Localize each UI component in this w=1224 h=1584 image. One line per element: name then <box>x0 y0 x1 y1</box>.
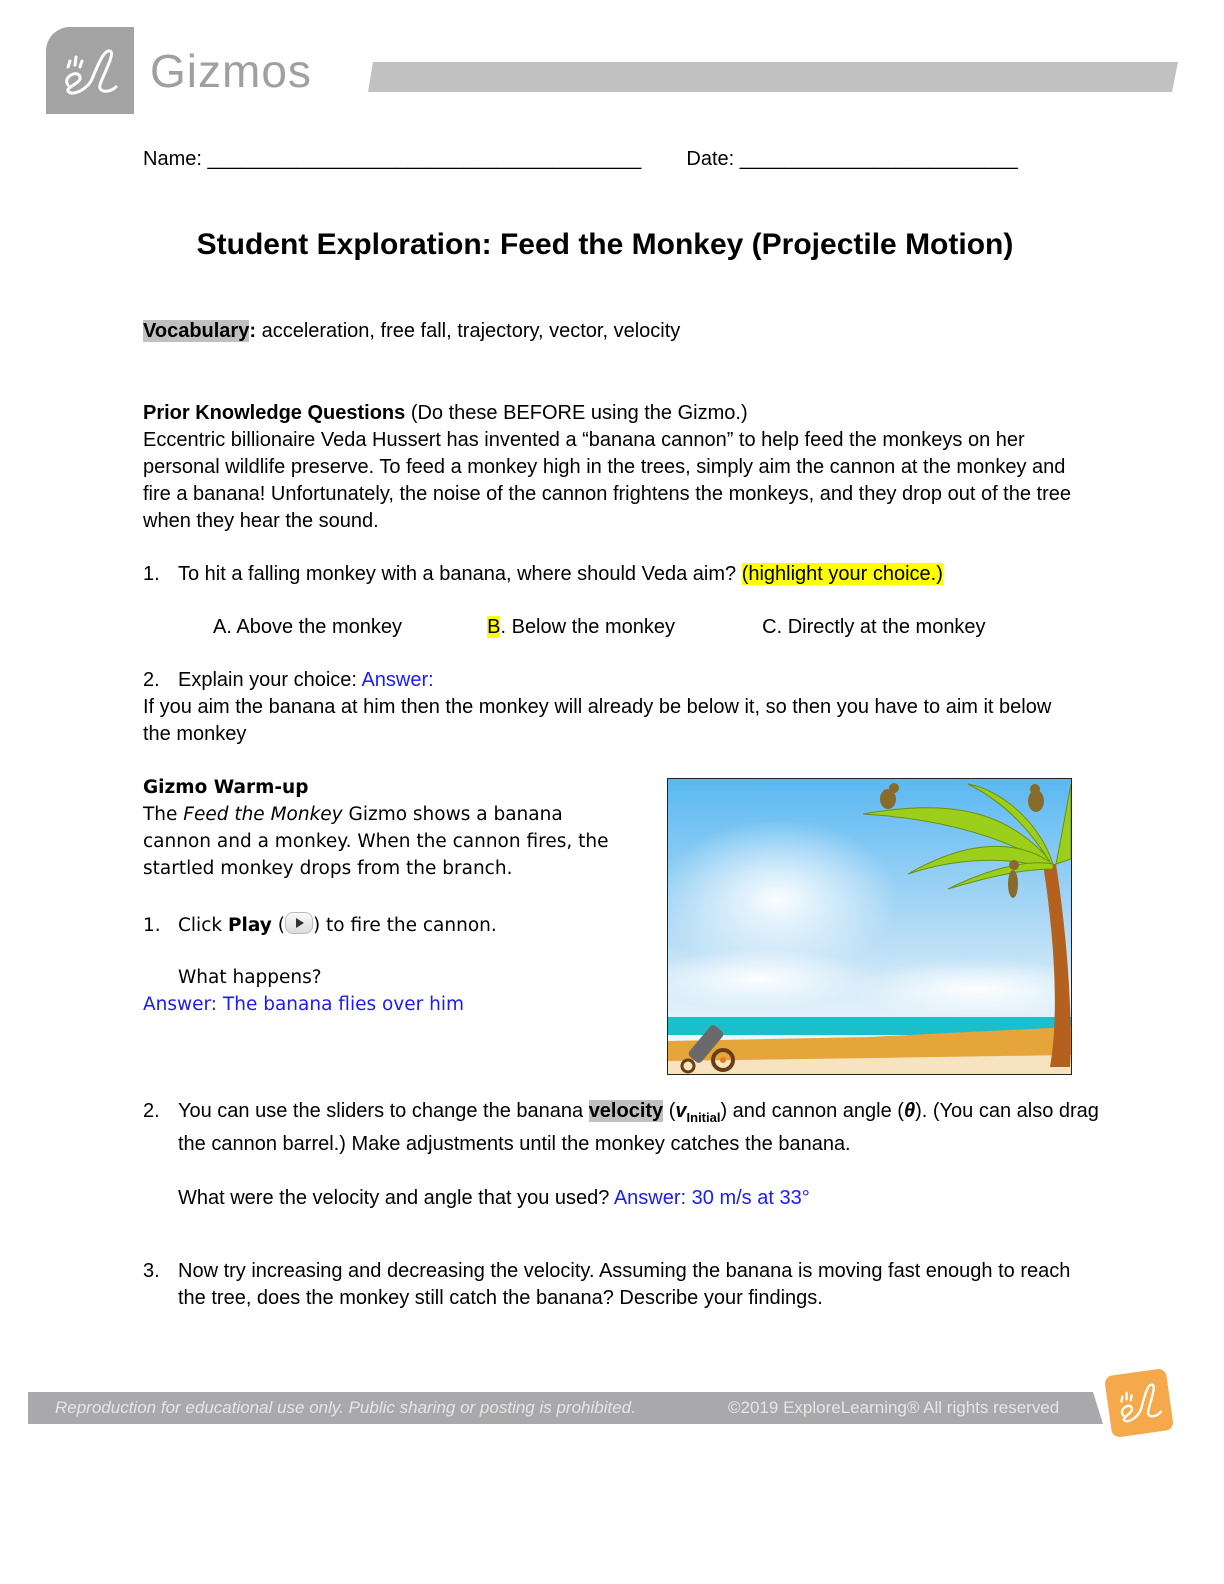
warmup-heading: Gizmo Warm-up <box>143 777 309 798</box>
vocabulary <box>143 318 680 345</box>
question-text: Click <box>178 915 228 936</box>
warmup-answer-2[interactable]: Answer: 30 m/s at 33° <box>613 1187 810 1209</box>
play-label: Play <box>227 915 272 936</box>
highlight-instruction: (highlight your choice.) <box>741 563 943 585</box>
choice-text: . Above the monkey <box>226 616 403 638</box>
question-number: 2. <box>143 669 160 691</box>
gizmo-name: Feed the Monkey <box>183 804 343 825</box>
el-logo-icon <box>58 47 122 97</box>
name-label: Name: <box>143 148 202 170</box>
warmup-section <box>143 774 613 1018</box>
prior-knowledge-note: (Do these BEFORE using the Gizmo.) <box>405 402 748 424</box>
vocabulary-colon: : <box>249 320 257 342</box>
warmup-prompt: What happens? <box>178 967 322 988</box>
answer-choices <box>213 614 986 641</box>
play-icon <box>285 912 313 934</box>
vocabulary-label: Vocabulary <box>143 320 250 342</box>
explorelearning-logo <box>46 27 134 114</box>
answer-text[interactable]: If you aim the banana at him then the monkey will already be below it, so then you have to aim it below the monkey <box>143 696 1052 745</box>
velocity-term: velocity <box>588 1100 664 1122</box>
prior-knowledge-section <box>143 400 1083 535</box>
question-number: 1. <box>143 915 161 936</box>
name-date-line <box>143 146 1018 173</box>
choice-a[interactable] <box>213 616 402 638</box>
prior-question-2 <box>143 667 1083 748</box>
question-text: ( <box>271 915 285 936</box>
footer-disclaimer: Reproduction for educational use only. Public sharing or posting is prohibited. <box>55 1398 636 1417</box>
brand-name: Gizmos <box>150 45 312 97</box>
choice-c[interactable] <box>762 616 985 638</box>
answer-label: Answer: <box>361 669 434 691</box>
question-text: To hit a falling monkey with a banana, where should Veda aim? <box>178 563 742 585</box>
question-text: ) to fire the cannon. <box>312 915 497 936</box>
question-text: ) and cannon angle ( <box>720 1100 904 1122</box>
choice-letter: A <box>213 616 227 638</box>
question-text: ( <box>663 1100 676 1122</box>
question-number: 2. <box>143 1100 160 1122</box>
question-number: 1. <box>143 563 160 585</box>
warmup-question-3 <box>143 1258 1103 1312</box>
choice-text: . Below the monkey <box>500 616 676 638</box>
choice-text: . Directly at the monkey <box>776 616 986 638</box>
footer-copyright: ©2019 ExploreLearning® All rights reserved <box>728 1398 1060 1417</box>
theta-symbol: θ <box>903 1100 916 1122</box>
question-text: You can use the sliders to change the banana <box>178 1100 589 1122</box>
choice-b[interactable] <box>487 616 675 638</box>
footer-logo <box>1104 1368 1174 1438</box>
header-bar <box>368 62 1178 92</box>
prior-knowledge-paragraph: Eccentric billionaire Veda Hussert has invented a “banana cannon” to help feed the monkeys on her personal wildlife preserve. To feed a monkey high in the trees, simply aim the cannon at the monkey and fire a banana! Unfortunately, the noise of the cannon frightens the monkeys, and they drop out of the tree when they hear the sound. <box>143 429 1072 532</box>
el-logo-icon <box>1111 1377 1167 1430</box>
question-text: Explain your choice: <box>178 669 362 691</box>
intro-text: The <box>143 804 184 825</box>
question-text: ). (You can also drag the cannon barrel.) Make adjustments until the monkey catches the banana. <box>178 1100 1099 1155</box>
name-field[interactable]: _______________________________________ <box>207 148 642 170</box>
choice-letter: C <box>762 616 777 638</box>
warmup-question-2 <box>143 1098 1103 1212</box>
prior-question-1 <box>143 561 943 588</box>
warmup-question-1 <box>143 912 613 939</box>
gizmo-screenshot <box>667 778 1072 1075</box>
warmup-answer-1[interactable]: Answer: The banana flies over him <box>143 994 465 1015</box>
velocity-subscript: Initial <box>686 1110 721 1125</box>
date-label: Date: <box>686 148 735 170</box>
choice-letter-selected: B <box>487 616 501 638</box>
intro-text: Gizmo shows a banana cannon and a monkey. When the cannon fires, the startled monkey drops from the branch. <box>143 804 609 879</box>
velocity-symbol: v <box>675 1100 687 1122</box>
question-text: Now try increasing and decreasing the velocity. Assuming the banana is moving fast enough to reach the tree, does the monkey still catch the banana? Describe your findings. <box>178 1260 1071 1309</box>
question-number: 3. <box>143 1260 160 1282</box>
question-prompt: What were the velocity and angle that you used? <box>178 1187 614 1209</box>
date-field[interactable]: _________________________ <box>739 148 1018 170</box>
vocabulary-terms: acceleration, free fall, trajectory, vector, velocity <box>256 320 681 342</box>
page-title: Student Exploration: Feed the Monkey (Projectile Motion) <box>196 228 1014 261</box>
warmup-intro <box>143 801 613 882</box>
prior-knowledge-heading: Prior Knowledge Questions <box>143 402 406 424</box>
